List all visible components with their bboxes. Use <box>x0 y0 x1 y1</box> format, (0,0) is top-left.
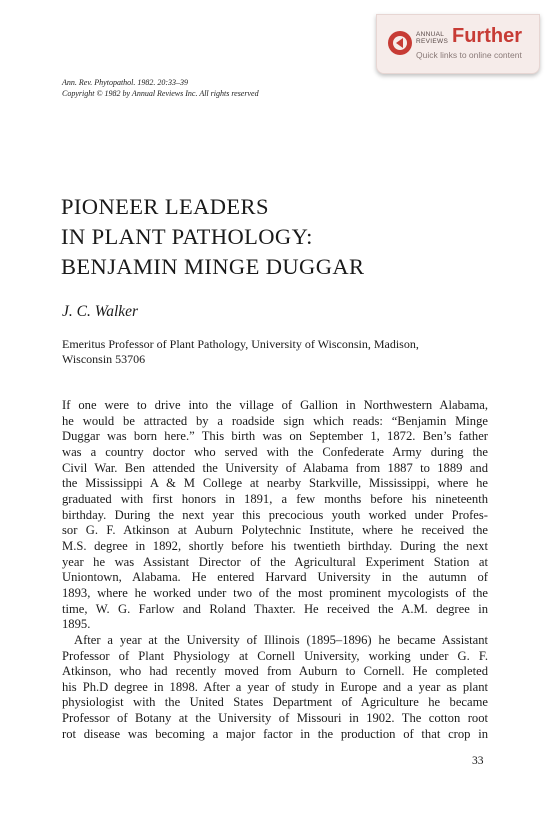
article-body <box>62 398 488 742</box>
body-line: Professor of Plant Physiology at Cornell University, working under G. F. <box>62 648 488 663</box>
body-line: Duggar was born here.” This birth was on September 1, 1872. Ben’s father <box>62 429 488 444</box>
author-name: J. C. Walker <box>62 303 139 320</box>
body-line: M.S. degree in 1892, shortly before his twentieth birthday. During the next <box>62 538 488 553</box>
body-line: sor G. F. Atkinson at Auburn Polytechnic Institute, where he received the <box>62 523 488 538</box>
body-line: graduated with first honors in 1891, a few months before his nineteenth <box>62 491 488 506</box>
affiliation-line: Wisconsin 53706 <box>62 352 146 366</box>
body-line: his Ph.D degree in 1898. After a year of study in Europe and a year as plant <box>62 679 488 694</box>
journal-citation <box>62 77 259 99</box>
banner-reviews-label: REVIEWS <box>416 38 449 45</box>
body-line: time, W. G. Farlow and Roland Thaxter. He received the A.M. degree in <box>62 601 488 616</box>
title-line: PIONEER LEADERS <box>61 194 269 219</box>
banner-annual-label: ANNUAL <box>416 31 445 38</box>
body-line: Civil War. Ben attended the University of Alabama from 1887 to 1889 and <box>62 460 488 475</box>
body-line: Professor of Botany at the University of Missouri in 1902. The cotton root <box>62 711 488 726</box>
body-line: physiologist with the United States Department of Agriculture he became <box>62 695 488 710</box>
citation-line: Ann. Rev. Phytopathol. 1982. 20:33–39 <box>62 78 189 87</box>
copyright-line: Copyright © 1982 by Annual Reviews Inc. All rights reserved <box>62 89 259 98</box>
title-line: IN PLANT PATHOLOGY: <box>61 224 313 249</box>
body-line: If one were to drive into the village of Gallion in Northwestern Alabama, <box>62 398 488 412</box>
title-line: BENJAMIN MINGE DUGGAR <box>61 254 365 279</box>
body-line: rot disease was becoming a major factor in the production of that crop in <box>62 726 488 741</box>
banner-subtitle[interactable]: Quick links to online content <box>416 50 522 60</box>
body-line: 1895. <box>62 617 91 632</box>
body-line: the Mississippi A & M College at nearby Starkville, Mississippi, where he <box>62 476 488 491</box>
body-line: birthday. During the next year this precocious youth worked under Profes- <box>62 507 488 522</box>
banner-further-title[interactable]: Further <box>452 25 522 47</box>
annual-reviews-further-banner[interactable] <box>376 14 540 74</box>
page-number: 33 <box>472 755 484 767</box>
body-line: he would be attracted by a roadside sign which reads: “Benjamin Minge <box>62 413 488 428</box>
body-line: 1893, where he worked under two of the most prominent mycologists of the <box>62 585 488 600</box>
body-line: was a country doctor who served with the Confederate Army during the <box>62 444 488 459</box>
article-title <box>61 192 364 282</box>
body-line: Atkinson, who had recently moved from Auburn to Cornell. He completed <box>62 664 488 679</box>
affiliation-line: Emeritus Professor of Plant Pathology, University of Wisconsin, Madison, <box>62 337 419 351</box>
body-line: After a year at the University of Illinois (1895–1896) he became Assistant <box>74 632 488 647</box>
author-affiliation <box>62 337 419 367</box>
body-line: Uniontown, Alabama. He entered Harvard University in the autumn of <box>62 570 488 585</box>
further-logo-icon <box>387 30 413 56</box>
body-line: year he was Assistant Director of the Agricultural Experiment Station at <box>62 554 488 569</box>
